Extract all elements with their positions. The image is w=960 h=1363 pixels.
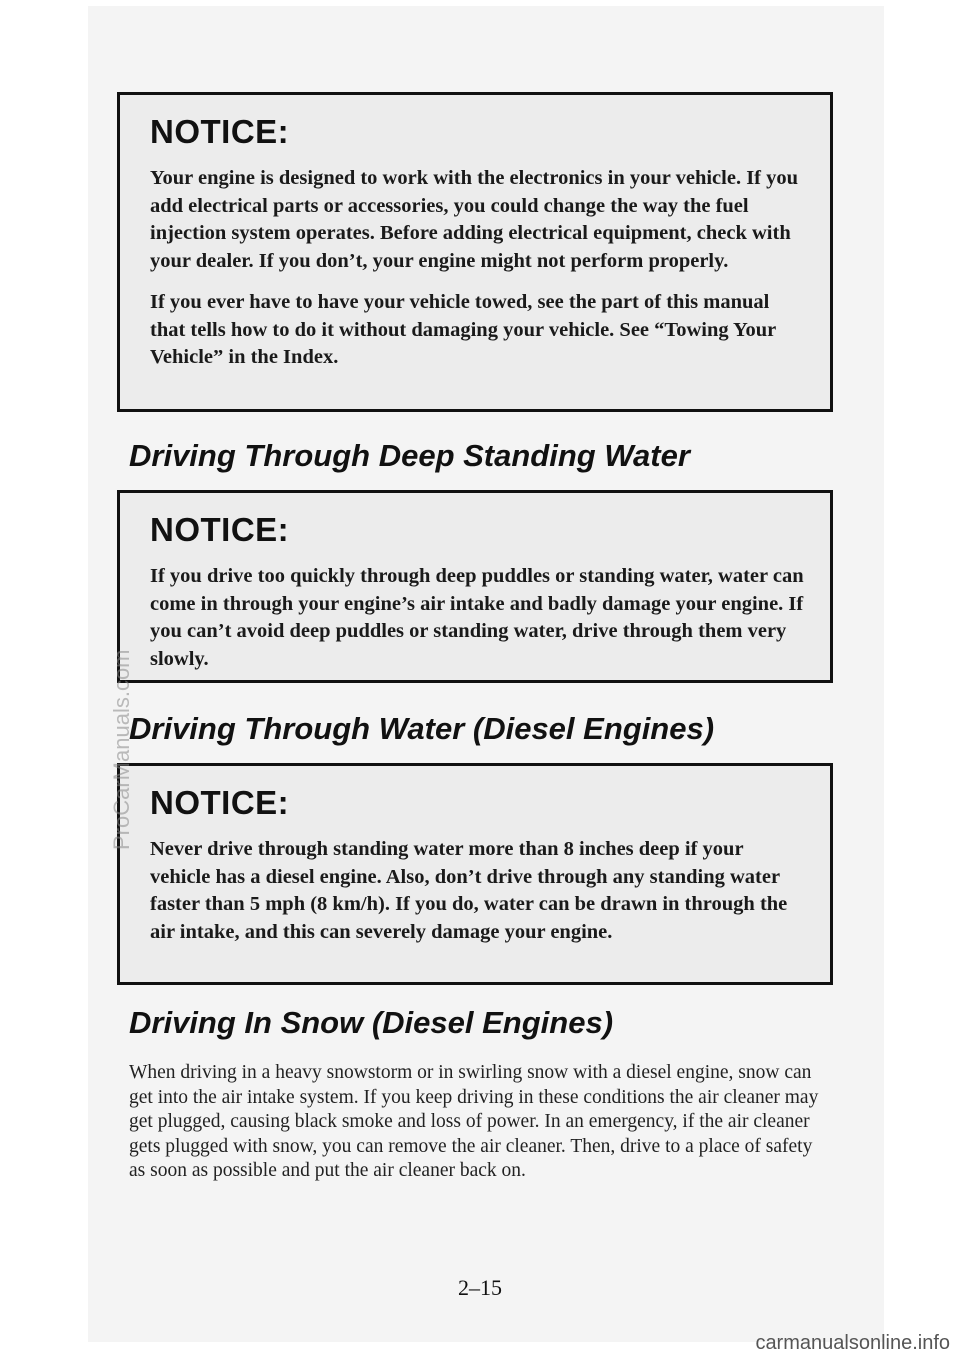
bottom-watermark: carmanualsonline.info: [755, 1332, 950, 1354]
notice-paragraph: If you drive too quickly through deep puddles or standing water, water can come in through your engine’s air intake and badly damage your engine. If you can’t avoid deep puddles or standing water, drive through them very slowly.: [150, 565, 804, 670]
notice-box-deep-water: [117, 490, 833, 683]
notice-box-electronics: [117, 92, 833, 412]
section-heading-diesel-water: Driving Through Water (Diesel Engines): [129, 711, 715, 746]
section-heading-diesel-snow: Driving In Snow (Diesel Engines): [129, 1005, 614, 1040]
notice-paragraph: Never drive through standing water more than 8 inches deep if your vehicle has a diesel engine. Also, don’t drive through any standing water faster than 5 mph (8 km/h). If you do, water can be drawn in through the air intake, and this can severely damage your engine.: [150, 838, 788, 943]
notice-title: NOTICE:: [150, 511, 290, 548]
section-heading-deep-water: Driving Through Deep Standing Water: [129, 438, 690, 473]
notice-paragraph: Your engine is designed to work with the electronics in your vehicle. If you add electrical parts or accessories, you could change the way the fuel injection system operates. Before adding electrical equipment, check with your dealer. If you don’t, your engine might not perform properly.: [150, 167, 799, 272]
notice-box-diesel-water: [117, 763, 833, 985]
notice-paragraph: If you ever have to have your vehicle towed, see the part of this manual that tells how to do it without damaging your vehicle. See “Towing Your Vehicle” in the Index.: [150, 291, 776, 368]
notice-title: NOTICE:: [150, 784, 290, 821]
snow-paragraph: When driving in a heavy snowstorm or in swirling snow with a diesel engine, snow can get into the air intake system. If you keep driving in these conditions the air cleaner may get plugged, causing black smoke and loss of power. In an emergency, if the air cleaner gets plugged with snow, you can remove the air cleaner. Then, drive to a place of safety as soon as possible and put the air cleaner back on.: [129, 1062, 819, 1182]
page-number: 2–15: [458, 1275, 502, 1300]
notice-title: NOTICE:: [150, 113, 290, 150]
side-watermark: ProCarManuals.com: [109, 649, 134, 850]
